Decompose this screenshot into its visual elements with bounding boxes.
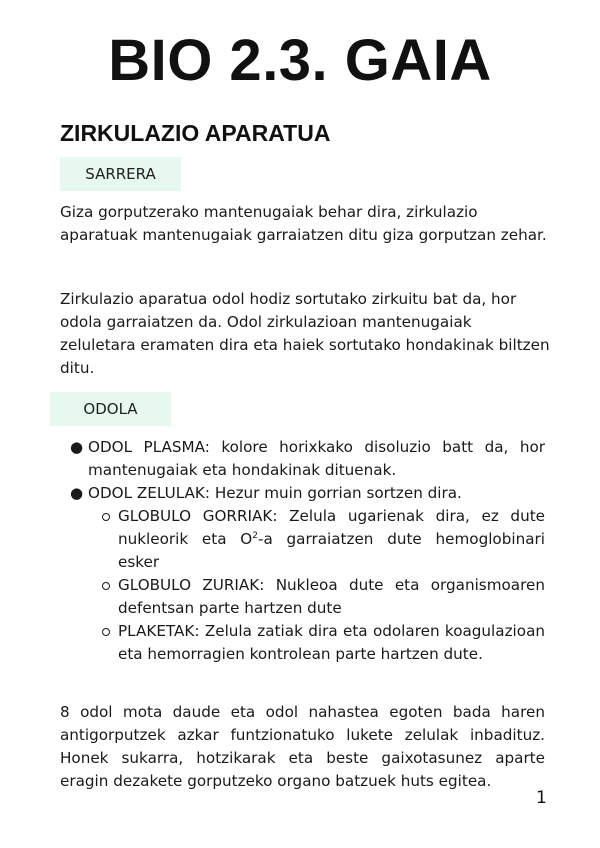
- circle-bullet-icon: [102, 628, 110, 636]
- cells-text: ODOL ZELULAK: Hezur muin gorrian sortzen dira.: [88, 484, 462, 502]
- blood-cells-sublist: [88, 505, 545, 666]
- blood-components-list: [70, 436, 545, 666]
- circle-bullet-icon: [102, 582, 110, 590]
- red-cells-text-start: GLOBULO GORRIAK: Zelula ugarienak dira, ez dute nukleorik eta O: [118, 507, 545, 548]
- chapter-subtitle: ZIRKULAZIO APARATUA: [60, 120, 331, 146]
- bullet-icon: ●: [70, 438, 84, 456]
- white-cells-text: GLOBULO ZURIAK: Nukleoa dute eta organismoaren defentsan parte hartzen dute: [118, 576, 545, 617]
- intro-paragraph-2: Zirkulazio aparatua odol hodiz sortutako zirkuitu bat da, hor odola garraiatzen da. Odol zirkulazioan mantenugaiak zeluletara eramaten dira eta haiek sortutako hondakinak biltzen ditu.: [60, 290, 550, 377]
- section-tag-sarrera: SARRERA: [60, 157, 181, 191]
- sublist-item-red-cells: [118, 505, 545, 574]
- oxygen-subscript: 2: [252, 530, 258, 541]
- section-tag-odola: ODOLA: [50, 392, 171, 426]
- bullet-icon: ●: [70, 484, 84, 502]
- list-item-cells: [70, 482, 545, 666]
- red-cells-text-end: -a garraiatzen dute hemoglobinari esker: [118, 530, 545, 571]
- sublist-item-platelets: [118, 620, 545, 666]
- list-item-plasma: [70, 436, 545, 482]
- closing-paragraph: 8 odol mota daude eta odol nahastea egoten bada haren antigorputzek azkar funtzionatuko lukete zelulak inbadituz. Honek sukarra, hotzikarak eta beste gaixotasunez aparte eragin dezakete gorputzeko organo batzuek huts egitea.: [60, 703, 545, 790]
- page-title: BIO 2.3. GAIA: [108, 28, 492, 93]
- page-number: 1: [536, 788, 547, 808]
- circle-bullet-icon: [102, 513, 110, 521]
- intro-paragraph-1: Giza gorputzerako mantenugaiak behar dira, zirkulazio aparatuak mantenugaiak garraiatzen ditu giza gorputzan zehar.: [60, 203, 547, 244]
- sublist-item-white-cells: [118, 574, 545, 620]
- platelets-text: PLAKETAK: Zelula zatiak dira eta odolaren koagulazioan eta hemorragien kontrolean parte hartzen dute.: [118, 622, 545, 663]
- plasma-text: ODOL PLASMA: kolore horixkako disoluzio batt da, hor mantenugaiak eta hondakinak dituenak.: [88, 438, 545, 479]
